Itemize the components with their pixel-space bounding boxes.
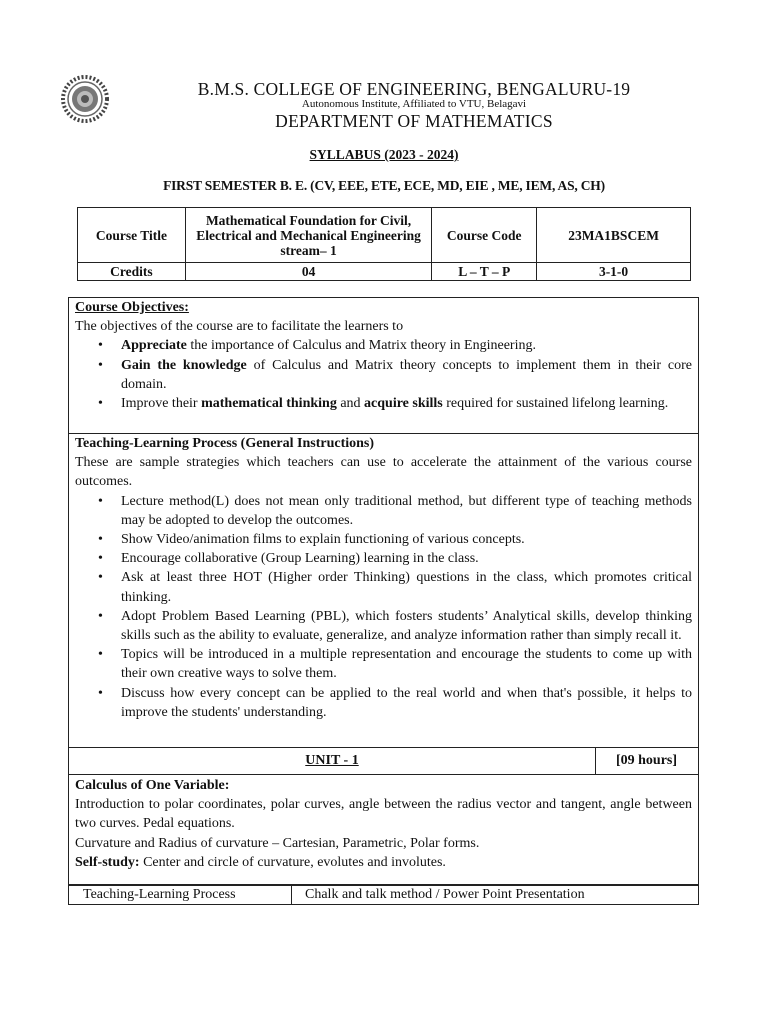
- credits-value: 04: [185, 263, 432, 281]
- college-name: B.M.S. COLLEGE OF ENGINEERING, BENGALURU-19: [197, 79, 631, 99]
- objective-bold: Appreciate: [121, 338, 187, 354]
- department-name: DEPARTMENT OF MATHEMATICS: [275, 111, 553, 131]
- teaching-method-divider: [291, 886, 292, 904]
- list-item: • Ask at least three HOT (Higher order Thinking) questions in the class, which promotes critical thinking.: [121, 568, 692, 606]
- teaching-title: Teaching-Learning Process (General Instructions): [75, 436, 375, 451]
- course-objectives-box: [68, 297, 699, 434]
- self-study-label: Self-study:: [75, 854, 140, 870]
- objective-bold: Gain the knowledge: [121, 357, 247, 373]
- unit-hours: [09 hours]: [615, 753, 678, 768]
- course-code-value: 23MA1BSCEM: [537, 208, 691, 263]
- ltp-value: 3-1-0: [537, 263, 691, 281]
- affiliation: Autonomous Institute, Affiliated to VTU, Belagavi: [301, 98, 527, 110]
- credits-label: Credits: [78, 263, 186, 281]
- course-title-label: Course Title: [78, 208, 186, 263]
- list-item: • Discuss how every concept can be applied to the real world and when that's possible, it helps to improve the students' understanding.: [121, 684, 692, 722]
- teaching-method-label: Teaching-Learning Process: [83, 887, 236, 902]
- topic-para-1: Introduction to polar coordinates, polar curves, angle between the radius vector and tangent, angle between two curves. Pedal equations.: [75, 797, 692, 832]
- topic-para-2: Curvature and Radius of curvature – Cartesian, Parametric, Polar forms.: [75, 835, 480, 851]
- self-study-text: Center and circle of curvature, evolutes and involutes.: [139, 854, 446, 870]
- syllabus-year: SYLLABUS (2023 - 2024): [309, 147, 459, 162]
- course-info-table: [77, 207, 691, 281]
- list-item: [121, 336, 692, 355]
- self-study-line: [75, 853, 692, 872]
- teaching-process-box: [68, 433, 699, 748]
- teaching-method-value: Chalk and talk method / Power Point Presentation: [305, 887, 585, 902]
- teaching-method-row: [68, 885, 699, 905]
- objective-text: the importance of Calculus and Matrix theory in Engineering.: [186, 338, 536, 354]
- objectives-intro: The objectives of the course are to facilitate the learners to: [75, 319, 404, 335]
- course-title-value: Mathematical Foundation for Civil, Electrical and Mechanical Engineering stream– 1: [185, 208, 432, 263]
- list-item: [121, 394, 692, 413]
- course-code-label: Course Code: [432, 208, 537, 263]
- list-item: • Topics will be introduced in a multiple representation and encourage the students to come up with their own creative ways to solve them.: [121, 645, 692, 683]
- teaching-intro: These are sample strategies which teachers can use to accelerate the attainment of the various course outcomes.: [75, 455, 692, 490]
- unit-content-box: [68, 774, 699, 885]
- list-item: • Show Video/animation films to explain functioning of various concepts.: [121, 530, 692, 549]
- unit-row: [68, 747, 699, 775]
- objective-text: Improve their: [121, 396, 202, 412]
- objective-text: of Calculus and Matrix theory concepts to implement them in their core domain.: [121, 357, 692, 392]
- ltp-label: L – T – P: [432, 263, 537, 281]
- list-item: [121, 356, 692, 394]
- objective-text: required for sustained lifelong learning.: [442, 396, 669, 412]
- objective-bold: mathematical thinking: [201, 396, 337, 412]
- topic-title: Calculus of One Variable:: [75, 778, 230, 793]
- teaching-list: [75, 492, 692, 722]
- unit-title: UNIT - 1: [305, 753, 359, 768]
- list-item: • Adopt Problem Based Learning (PBL), which fosters students’ Analytical skills, develop thinking skills such as the ability to evaluate, generalize, and analyze information rather than simply recall it.: [121, 607, 692, 645]
- objectives-list: [75, 336, 692, 413]
- objective-bold: acquire skills: [364, 396, 443, 412]
- objectives-title: Course Objectives:: [75, 300, 189, 315]
- objective-text: and: [336, 396, 365, 412]
- semester-heading: FIRST SEMESTER B. E. (CV, EEE, ETE, ECE, MD, EIE , ME, IEM, AS, CH): [163, 178, 605, 193]
- list-item: • Lecture method(L) does not mean only traditional method, but different type of teaching methods may be adopted to develop the outcomes.: [121, 492, 692, 530]
- list-item: • Encourage collaborative (Group Learning) learning in the class.: [121, 549, 692, 568]
